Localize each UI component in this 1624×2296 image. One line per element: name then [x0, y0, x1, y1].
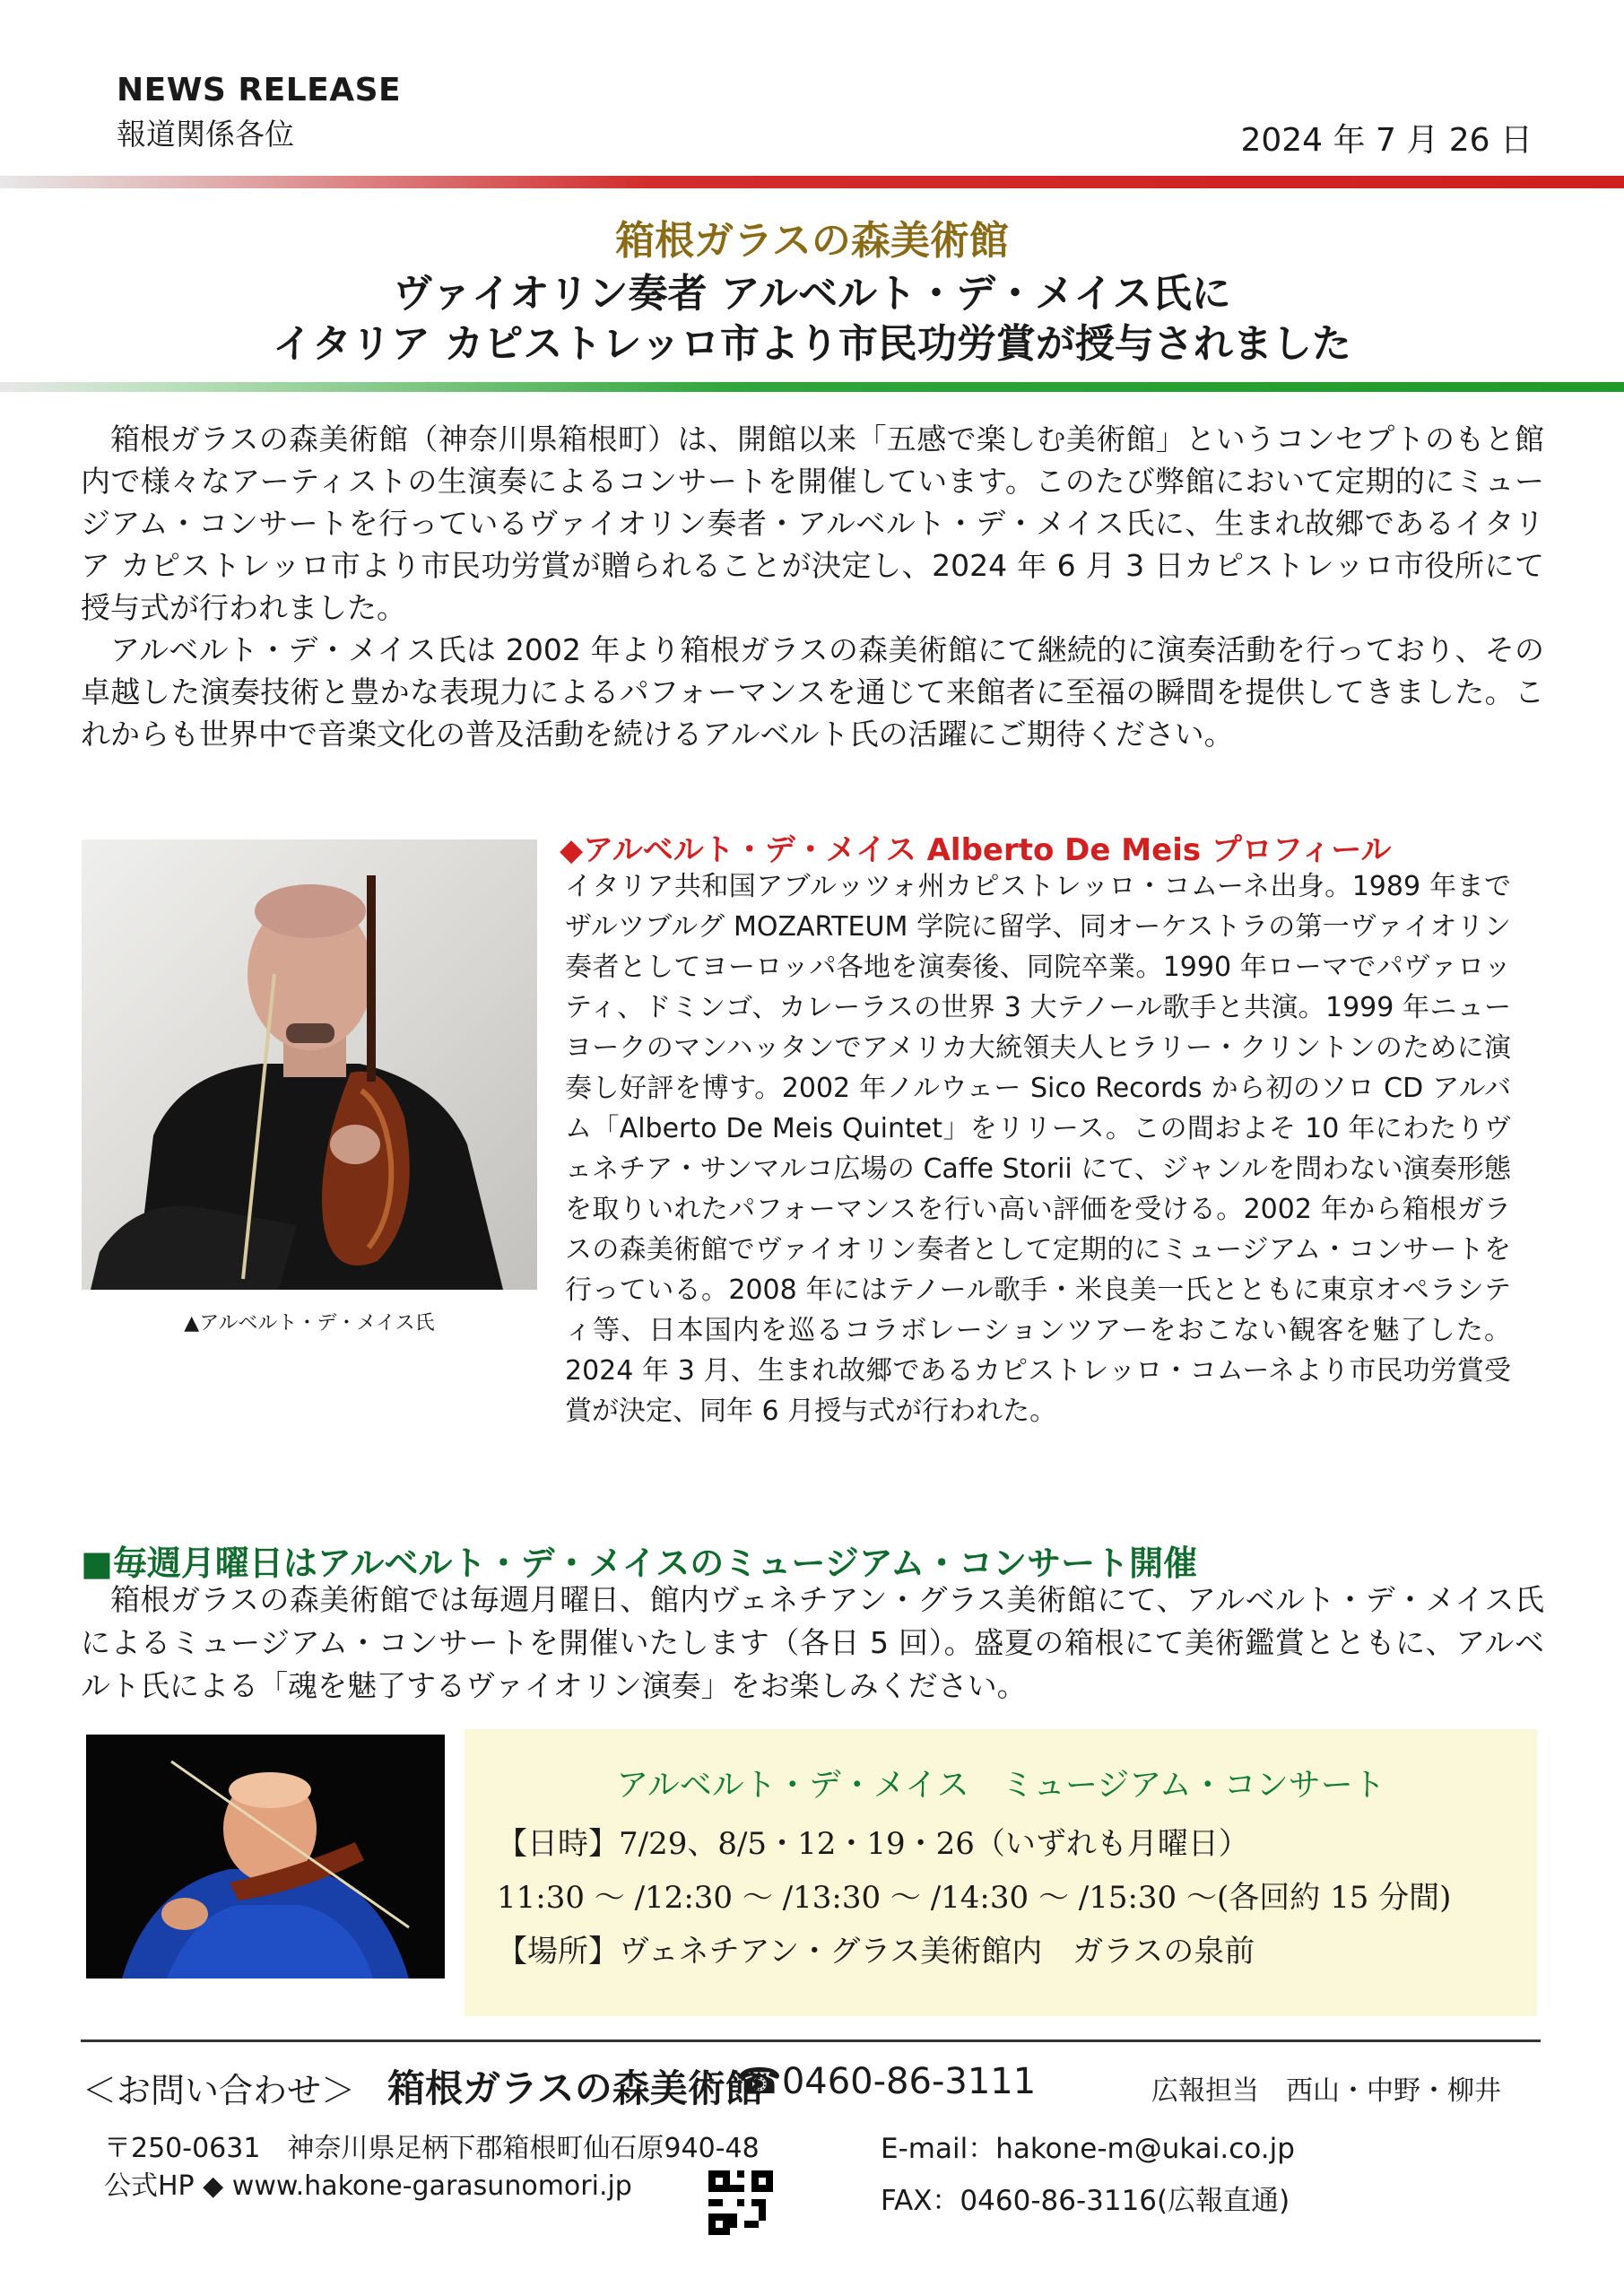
homepage-link[interactable]: 公式HP ◆ www.hakone-garasunomori.jp: [104, 2170, 632, 2202]
pr-contacts: 広報担当 西山・中野・柳井: [1151, 2075, 1501, 2107]
email-link[interactable]: E-mail：hakone-m@ukai.co.jp: [881, 2133, 1295, 2165]
footer-divider: [81, 2039, 1541, 2042]
portrait-photo: [82, 839, 537, 1290]
recipients-label: 報道関係各位: [117, 117, 294, 152]
qr-code-icon[interactable]: [708, 2170, 773, 2235]
concert-info-box: [465, 1729, 1537, 2016]
concert-place: 【場所】ヴェネチアン・グラス美術館内 ガラスの泉前: [497, 1934, 1255, 1970]
profile-body: イタリア共和国アブルッツォ州カピストレッロ・コムーネ出身。1989 年までザルツブルグ MOZARTEUM 学院に留学、同オーケストラの第一ヴァイオリン奏者としてヨーロッパ各地を演奏後、同院卒業。1990 年ローマでパヴァロッティ、ドミンゴ、カレーラスの世界 3 大テノール歌手と共演。1999 年ニューヨークのマンハッタンでアメリカ大統領夫人ヒラリー・クリントンのために演奏し好評を博す。2002 年ノルウェー Sico Records から初のソロ CD アルバム「Alberto De Meis Quintet」をリリース。この間およそ 10 年にわたりヴェネチア・サンマルコ広場の Caffe Storii にて、ジャンルを問わない演奏形態を取りいれたパフォーマンスを行い高い評価を受ける。2002 年から箱根ガラスの森美術館でヴァイオリン奏者として定期的にミュージアム・コンサートを行っている。2008 年にはテノール歌手・米良美一氏とともに東京オペラシティ等、日本国内を巡るコラボレーションツアーをおこない観客を魅了した。2024 年 3 月、生まれ故郷であるカピストレッロ・コムーネより市民功労賞受賞が決定、同年 6 月授与式が行われた。: [565, 871, 1511, 1427]
headline-line-1: ヴァイオリン奏者 アルベルト・デ・メイス氏に: [393, 271, 1231, 317]
intro-paragraph-1: 箱根ガラスの森美術館（神奈川県箱根町）は、開館以来「五感で楽しむ美術館」というコンセプトのもと館内で様々なアーティストの生演奏によるコンサートを開催しています。このたび弊館において定期的にミュージアム・コンサートを行っているヴァイオリン奏者・アルベルト・デ・メイス氏に、生まれ故郷であるイタリア カピストレッロ市より市民功労賞が贈られることが決定し、2024 年 6 月 3 日カピストレッロ市役所にて授与式が行われました。: [81, 422, 1544, 625]
brand-logo-text: 箱根ガラスの森美術館: [615, 218, 1009, 264]
fax-number: FAX：0460-86-3116(広報直通): [881, 2185, 1290, 2217]
release-date: 2024 年 7 月 26 日: [1240, 122, 1533, 159]
top-divider: [0, 176, 1624, 188]
contact-brand: 箱根ガラスの森美術館: [387, 2066, 763, 2110]
headline-divider: [0, 382, 1624, 392]
headline-line-2: イタリア カピストレッロ市より市民功労賞が授与されました: [273, 321, 1351, 367]
intro-text: [81, 418, 1544, 755]
concert-section-heading: ■毎週月曜日はアルベルト・デ・メイスのミュージアム・コンサート開催: [81, 1544, 1198, 1583]
concert-section-body: [81, 1578, 1544, 1708]
concert-dates: 【日時】7/29、8/5・12・19・26（いずれも月曜日）: [497, 1826, 1249, 1862]
address: 〒250-0631 神奈川県足柄下郡箱根町仙石原940-48: [104, 2133, 760, 2164]
profile-heading: ◆アルベルト・デ・メイス Alberto De Meis プロフィール: [560, 832, 1392, 868]
portrait-caption: ▲アルベルト・デ・メイス氏: [184, 1312, 435, 1335]
contact-label: ＜お問い合わせ＞: [83, 2071, 356, 2110]
concert-times: 11:30 ～ /12:30 ～ /13:30 ～ /14:30 ～ /15:30 ～(各回約 15 分間): [497, 1880, 1452, 1916]
news-release-label: NEWS RELEASE: [117, 72, 402, 109]
intro-paragraph-2: アルベルト・デ・メイス氏は 2002 年より箱根ガラスの森美術館にて継続的に演奏活動を行っており、その卓越した演奏技術と豊かな表現力によるパフォーマンスを通じて来館者に至福の瞬間を提供してきました。これからも世界中で音楽文化の普及活動を続けるアルベルト氏の活躍にご期待ください。: [81, 632, 1544, 752]
contact-phone[interactable]: ☎0460-86-3111: [737, 2061, 1037, 2102]
concert-info-title: アルベルト・デ・メイス ミュージアム・コンサート: [616, 1767, 1385, 1804]
performance-photo: [86, 1735, 445, 1979]
concert-section-paragraph: 箱根ガラスの森美術館では毎週月曜日、館内ヴェネチアン・グラス美術館にて、アルベルト・デ・メイス氏によるミュージアム・コンサートを開催いたします（各日 5 回）。盛夏の箱根にて美術鑑賞とともに、アルベルト氏による「魂を魅了するヴァイオリン演奏」をお楽しみください。: [81, 1582, 1544, 1703]
headline: [0, 269, 1624, 370]
